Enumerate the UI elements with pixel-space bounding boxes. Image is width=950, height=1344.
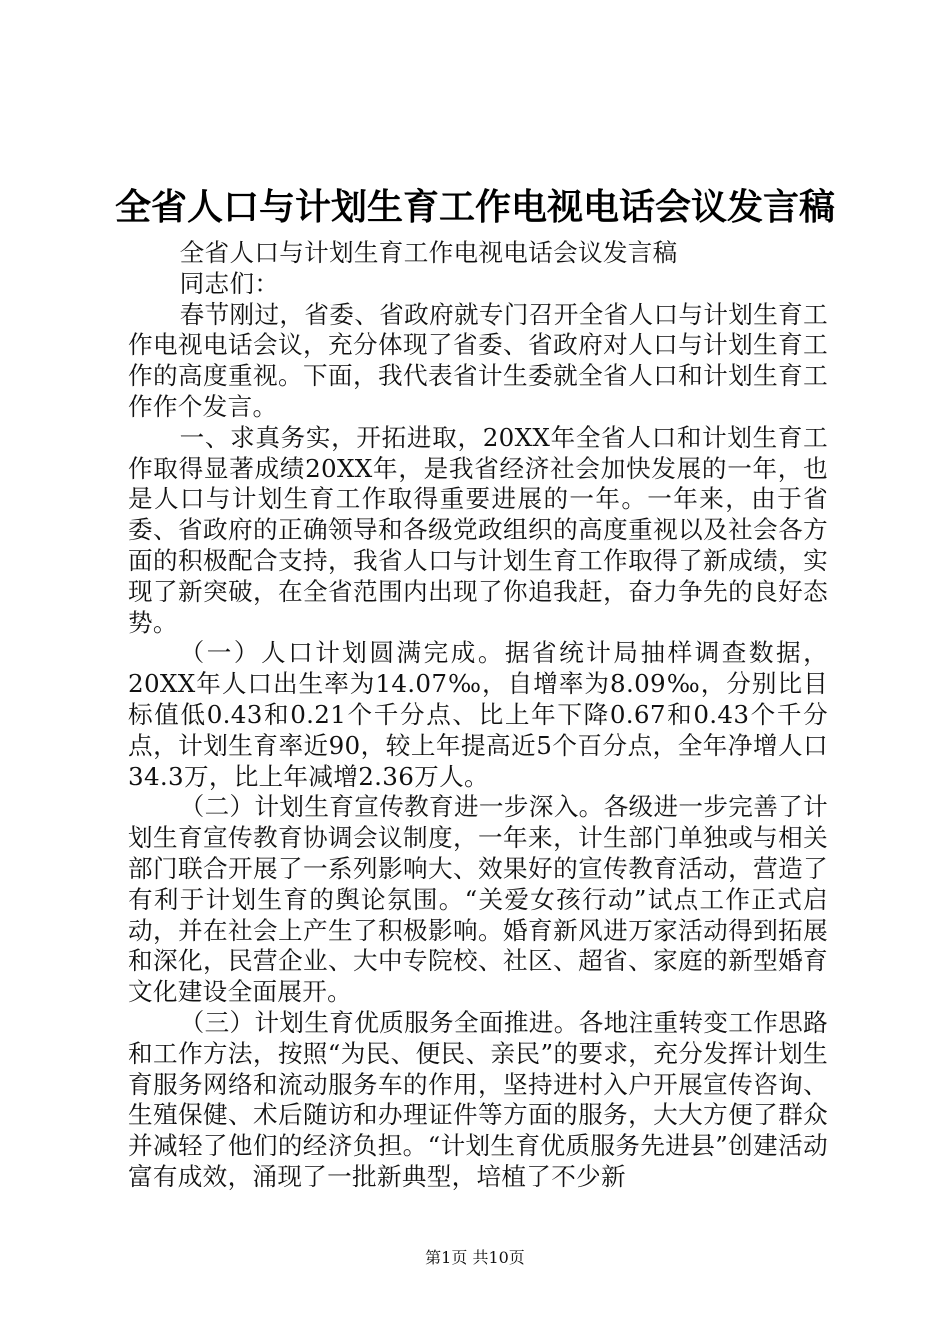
document-body <box>128 238 828 1193</box>
page-number-footer: 第1页 共10页 <box>425 1248 525 1267</box>
paragraph-intro: 春节刚过，省委、省政府就专门召开全省人口与计划生育工作电视电话会议，充分体现了省委、省政府对人口与计划生育工作的高度重视。下面，我代表省计生委就全省人口和计划生育工作作个发言。 <box>128 299 828 421</box>
paragraph-subtitle: 全省人口与计划生育工作电视电话会议发言稿 <box>179 238 678 267</box>
paragraph-greeting: 同志们： <box>179 268 280 298</box>
paragraph-quality-service: （三）计划生育优质服务全面推进。各地注重转变工作思路和工作方法，按照“为民、便民、亲民”的要求，充分发挥计划生育服务网络和流动服务车的作用，坚持进村入户开展宣传咨询、生殖保健、术后随访和办理证件等方面的服务，大大方便了群众并减轻了他们的经济负担。“计划生育优质服务先进县”创建活动富有成效，涌现了一批新典型，培植了不少新 <box>128 1007 828 1191</box>
paragraph-publicity-education: （二）计划生育宣传教育进一步深入。各级进一步完善了计划生育宣传教育协调会议制度，一年来，计生部门单独或与相关部门联合开展了一系列影响大、效果好的宣传教育活动，营造了有利于计划生育的舆论氛围。“关爱女孩行动”试点工作正式启动，并在社会上产生了积极影响。婚育新风进万家活动得到拓展和深化，民营企业、大中专院校、社区、超省、家庭的新型婚育文化建设全面展开。 <box>128 792 828 1007</box>
document-title: 全省人口与计划生育工作电视电话会议发言稿 <box>114 187 835 228</box>
paragraph-section-one: 一、求真务实，开拓进取，20XX年全省人口和计划生育工作取得显著成绩20XX年，是我省经济社会加快发展的一年，也是人口与计划生育工作取得重要进展的一年。一年来，由于省委、省政府的正确领导和各级党政组织的高度重视以及社会各方面的积极配合支持，我省人口与计划生育工作取得了新成绩，实现了新突破，在全省范围内出现了你追我赶，奋力争先的良好态势。 <box>128 422 828 637</box>
paragraph-population-plan: （一）人口计划圆满完成。据省统计局抽样调查数据，20XX年人口出生率为14.07‰，自增率为8.09‰，分别比目标值低0.43和0.21个千分点、比上年下降0.67和0.43个千分点，计划生育率近90，较上年提高近5个百分点，全年净增人口34.3万，比上年减增2.36万人。 <box>128 638 828 791</box>
